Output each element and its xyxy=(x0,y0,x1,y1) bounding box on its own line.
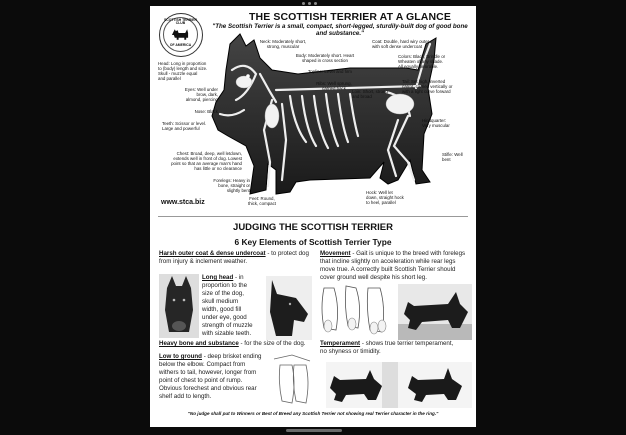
label-teeth: Teeth: Scissor or level. Large and powerful xyxy=(162,121,207,132)
label-coat: Coat: Double, hard wiry outer with soft dense undercoat xyxy=(372,39,430,50)
page-subtitle: "The Scottish Terrier is a small, compact, short-legged, sturdily-built dog of good bone and substance." xyxy=(212,23,468,37)
bone-heading: Heavy bone and substance xyxy=(159,340,239,347)
label-tail: Tail: Set high, inverted carrot, carried vertically or with a light curve forward xyxy=(402,79,453,95)
website-url: www.stca.biz xyxy=(161,199,205,206)
terrier-head-front-image xyxy=(159,274,199,338)
label-eyes: Eyes: Well under brow, dark, almond, piercing xyxy=(184,87,218,103)
low-ground-element: Low to ground - deep brisket ending below the elbow. Compact from withers to tail, however, longer from point of chest to point of rump. Obvious forechest and obvious rear shelf add to length. xyxy=(159,353,262,401)
window-dots xyxy=(302,2,317,5)
long-head-heading: Long head xyxy=(202,274,234,281)
document-page xyxy=(150,6,476,427)
section-divider xyxy=(158,216,468,217)
label-colors: Colors: Black, Brindle or Wheaten of any shade. All equally desirable. xyxy=(398,54,446,70)
movement-heading: Movement xyxy=(320,250,351,257)
temperament-heading: Temperament xyxy=(320,340,361,347)
label-hock: Hock: Well let down, straight hock to heel, parallel xyxy=(366,190,404,206)
coat-element: Harsh outer coat & dense undercoat - to protect dog from injury & inclement weather. xyxy=(159,250,309,266)
movement-element: Movement - Gait is unique to the breed with forelegs that incline slightly on acceleration while rear legs move true. A correctly built Scottish Terrier should cover ground well despite his short leg. xyxy=(320,250,466,282)
footer-quote: "No judge shall put to Winners or Best of Breed any Scottish Terrier not showing real Terrier character in the ring." xyxy=(187,411,439,416)
temperament-element: Temperament - shows true terrier temperament, no shyness or timidity. xyxy=(320,340,454,356)
label-hindquarter: Hindquarter: Very muscular xyxy=(422,118,450,129)
judging-subtitle: 6 Key Elements of Scottish Terrier Type xyxy=(234,237,392,247)
bone-element: Heavy bone and substance - for the size of the dog. xyxy=(159,340,306,347)
scroll-indicator[interactable] xyxy=(286,429,342,432)
judging-title: JUDGING THE SCOTTISH TERRIER xyxy=(233,222,393,233)
label-forelegs: Forelegs: Heavy in bone, straight or slightly bent xyxy=(213,178,250,194)
terrier-gaiting-image xyxy=(398,284,472,340)
terrier-head-profile-image xyxy=(266,276,312,340)
label-neck: Neck: Moderately short, strong, muscular xyxy=(259,39,307,50)
label-nose: Nose: Black xyxy=(194,109,218,114)
label-head: Head: Long in proportion to (body) length and size. Skull - muzzle equal and parallel xyxy=(158,61,208,82)
label-ribs: Ribs: Well sprung, carried back xyxy=(316,81,352,92)
low-to-ground-diagram xyxy=(270,351,314,407)
label-topline: Topline: Level and firm xyxy=(308,69,352,74)
logo-bottom-text: OF AMERICA xyxy=(169,43,192,47)
label-chest: Chest: Broad, deep, well letdown, extends well in front of dog. Lowest point so that an average man's hand has little or no clearance xyxy=(171,151,242,172)
long-head-element: Long head - in proportion to the size of the dog, skull medium width, good fill under eye, good strength of muzzle with sizable teeth. xyxy=(202,274,253,338)
logo-top-text: SCOTTISH TERRIER CLUB xyxy=(164,18,197,26)
terrier-temperament-image xyxy=(326,362,472,408)
label-body: Body: Moderately short. Heart shaped in cross section xyxy=(295,53,355,64)
scottie-dog-icon xyxy=(171,27,190,41)
club-logo xyxy=(159,13,203,57)
movement-legs-diagram xyxy=(316,282,394,340)
coat-heading: Harsh outer coat & dense undercoat xyxy=(159,250,266,257)
low-ground-heading: Low to ground xyxy=(159,353,202,360)
page-title: THE SCOTTISH TERRIER AT A GLANCE xyxy=(249,11,451,23)
label-loin: Loin: Short, strong and broad xyxy=(352,89,388,100)
label-feet: Feet: Round, thick, compact xyxy=(247,196,277,207)
label-stifle: Stifle: Well bent xyxy=(442,152,463,163)
